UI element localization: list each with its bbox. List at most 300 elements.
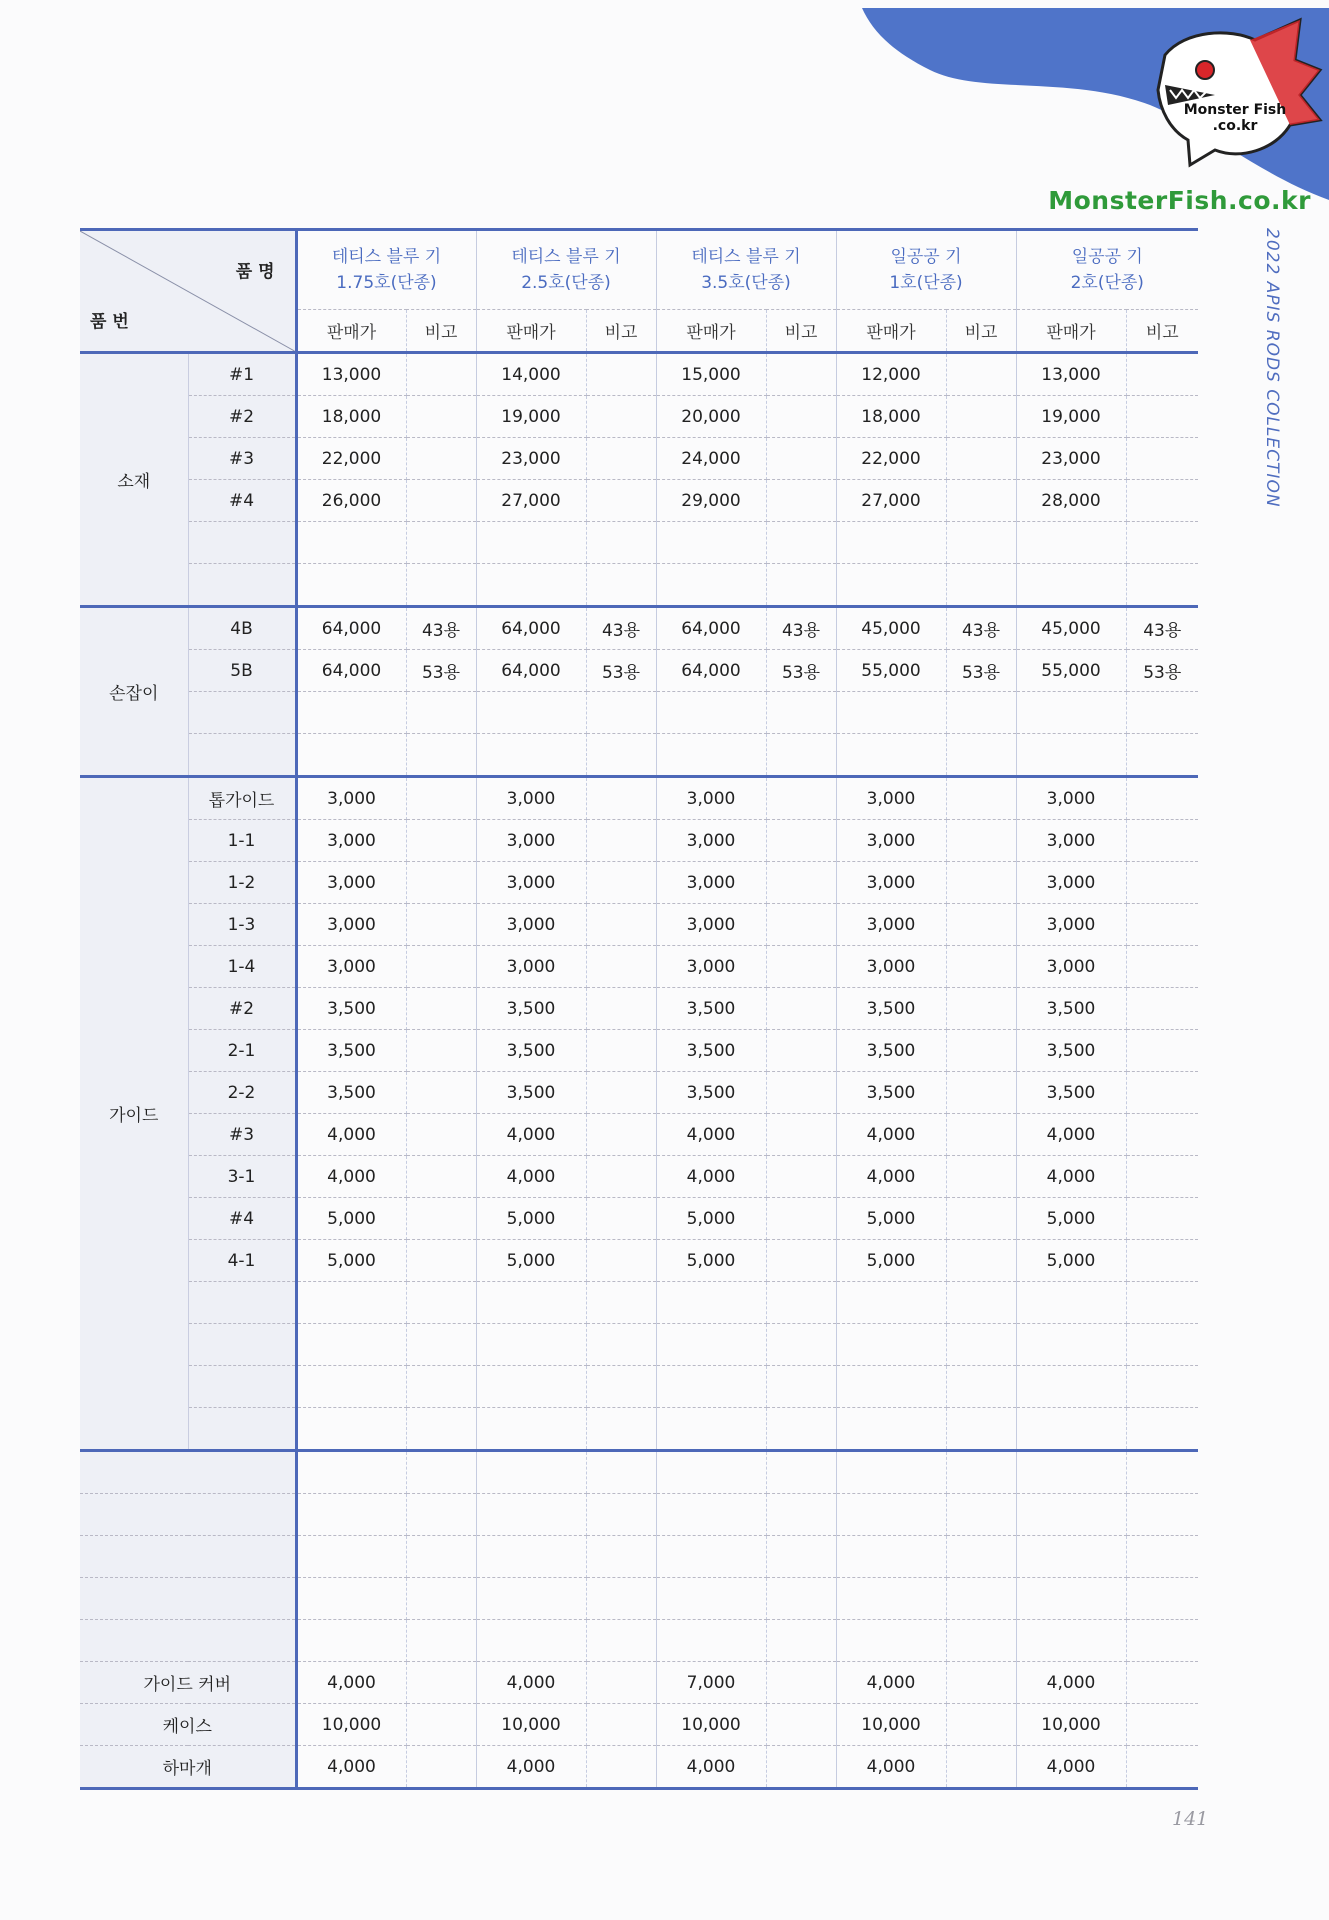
price-cell: 4,000: [1016, 1746, 1126, 1789]
note-cell: [766, 1198, 836, 1240]
note-cell: [766, 734, 836, 777]
price-cell: 10,000: [656, 1704, 766, 1746]
note-cell: [586, 1324, 656, 1366]
price-cell: [656, 1366, 766, 1408]
price-cell: 4,000: [656, 1114, 766, 1156]
item-label: 1-2: [188, 862, 296, 904]
item-label: 5B: [188, 650, 296, 692]
note-cell: [1126, 1408, 1198, 1451]
price-cell: 19,000: [1016, 396, 1126, 438]
category-label: 소재: [80, 353, 188, 607]
price-cell: 3,000: [1016, 904, 1126, 946]
price-cell: [476, 1408, 586, 1451]
note-cell: [766, 1451, 836, 1494]
table-row: [80, 1114, 1198, 1156]
price-cell: 3,000: [476, 946, 586, 988]
note-cell: [766, 988, 836, 1030]
price-cell: 3,000: [836, 862, 946, 904]
price-cell: [836, 522, 946, 564]
note-cell: [766, 1620, 836, 1662]
price-cell: 3,000: [656, 777, 766, 820]
price-cell: [836, 1366, 946, 1408]
note-cell: [766, 1366, 836, 1408]
table-row: [80, 650, 1198, 692]
note-cell: [586, 1451, 656, 1494]
note-cell: [586, 1662, 656, 1704]
note-cell: [586, 734, 656, 777]
price-cell: [296, 734, 406, 777]
price-cell: 7,000: [656, 1662, 766, 1704]
table-row: [80, 1746, 1198, 1789]
note-cell: [1126, 438, 1198, 480]
note-cell: [946, 734, 1016, 777]
item-label: [80, 1620, 296, 1662]
price-cell: [656, 692, 766, 734]
price-cell: 15,000: [656, 353, 766, 396]
note-cell: [946, 1662, 1016, 1704]
price-cell: 3,500: [1016, 988, 1126, 1030]
table-row: [80, 1704, 1198, 1746]
note-cell: [586, 1620, 656, 1662]
price-cell: 3,500: [1016, 1030, 1126, 1072]
price-cell: 22,000: [836, 438, 946, 480]
price-cell: 3,000: [656, 904, 766, 946]
price-cell: [656, 734, 766, 777]
note-cell: [406, 1072, 476, 1114]
note-cell: [406, 904, 476, 946]
note-column-header: 비고: [946, 310, 1016, 353]
price-cell: [1016, 1536, 1126, 1578]
price-cell: 5,000: [296, 1240, 406, 1282]
price-cell: 5,000: [836, 1240, 946, 1282]
price-cell: 64,000: [476, 650, 586, 692]
note-cell: [406, 1620, 476, 1662]
note-cell: [1126, 734, 1198, 777]
price-cell: 22,000: [296, 438, 406, 480]
price-cell: [836, 692, 946, 734]
note-cell: [406, 480, 476, 522]
price-cell: 3,500: [296, 1030, 406, 1072]
note-cell: [406, 734, 476, 777]
price-cell: 10,000: [836, 1704, 946, 1746]
note-cell: [766, 1494, 836, 1536]
price-cell: 18,000: [836, 396, 946, 438]
item-label: 4-1: [188, 1240, 296, 1282]
note-cell: [406, 564, 476, 607]
price-cell: [476, 734, 586, 777]
table-row: [80, 353, 1198, 396]
note-cell: [766, 353, 836, 396]
price-cell: 3,000: [296, 820, 406, 862]
note-cell: [406, 1240, 476, 1282]
note-cell: [946, 1366, 1016, 1408]
table-row: [80, 1156, 1198, 1198]
note-cell: [586, 692, 656, 734]
note-cell: [406, 1324, 476, 1366]
price-cell: 64,000: [656, 607, 766, 650]
note-cell: [586, 1240, 656, 1282]
note-cell: [586, 564, 656, 607]
note-cell: [1126, 1156, 1198, 1198]
note-cell: [1126, 353, 1198, 396]
price-cell: 27,000: [476, 480, 586, 522]
price-table: [80, 228, 1198, 1790]
price-cell: 64,000: [476, 607, 586, 650]
note-column-header: 비고: [586, 310, 656, 353]
price-cell: 5,000: [656, 1240, 766, 1282]
note-cell: [1126, 1072, 1198, 1114]
note-cell: 53용: [586, 650, 656, 692]
item-label: 2-1: [188, 1030, 296, 1072]
product-number-header: 품 번: [90, 312, 129, 332]
note-cell: [1126, 396, 1198, 438]
note-cell: [766, 692, 836, 734]
table-row: [80, 1240, 1198, 1282]
price-cell: 3,500: [476, 1072, 586, 1114]
note-cell: [766, 777, 836, 820]
price-cell: 3,000: [476, 820, 586, 862]
table-row: [80, 734, 1198, 777]
product-header: 테티스 블루 기 3.5호(단종): [656, 230, 836, 310]
price-cell: 26,000: [296, 480, 406, 522]
price-cell: 3,000: [296, 862, 406, 904]
note-cell: [946, 1494, 1016, 1536]
category-label: 손잡이: [80, 607, 188, 777]
price-cell: 5,000: [656, 1198, 766, 1240]
note-cell: [766, 1156, 836, 1198]
price-cell: [296, 1578, 406, 1620]
price-cell: 3,000: [1016, 946, 1126, 988]
price-cell: 12,000: [836, 353, 946, 396]
price-cell: [836, 1282, 946, 1324]
price-cell: 10,000: [1016, 1704, 1126, 1746]
item-label: 4B: [188, 607, 296, 650]
table-row: [80, 1366, 1198, 1408]
item-label: #1: [188, 353, 296, 396]
price-cell: 4,000: [836, 1114, 946, 1156]
note-column-header: 비고: [1126, 310, 1198, 353]
price-cell: 3,000: [296, 777, 406, 820]
price-cell: [1016, 1408, 1126, 1451]
price-cell: [836, 734, 946, 777]
price-cell: [296, 1408, 406, 1451]
price-cell: 4,000: [656, 1156, 766, 1198]
price-cell: 3,000: [476, 862, 586, 904]
note-cell: [406, 1746, 476, 1789]
note-cell: [946, 1746, 1016, 1789]
price-cell: 5,000: [836, 1198, 946, 1240]
price-cell: [656, 1324, 766, 1366]
price-cell: 3,500: [476, 1030, 586, 1072]
note-cell: [406, 1198, 476, 1240]
note-cell: [406, 1408, 476, 1451]
price-cell: 27,000: [836, 480, 946, 522]
note-cell: [406, 692, 476, 734]
note-cell: [586, 1536, 656, 1578]
note-cell: [1126, 1620, 1198, 1662]
note-cell: [1126, 820, 1198, 862]
price-cell: 19,000: [476, 396, 586, 438]
table-row: [80, 396, 1198, 438]
item-label: [188, 692, 296, 734]
note-cell: [586, 1746, 656, 1789]
note-cell: [766, 1114, 836, 1156]
table-row: [80, 1620, 1198, 1662]
note-cell: [1126, 564, 1198, 607]
item-label: 톱가이드: [188, 777, 296, 820]
note-cell: 43용: [1126, 607, 1198, 650]
note-cell: [406, 353, 476, 396]
note-cell: [946, 1282, 1016, 1324]
price-cell: 4,000: [836, 1746, 946, 1789]
note-cell: [766, 904, 836, 946]
note-cell: [946, 1240, 1016, 1282]
price-cell: [1016, 1620, 1126, 1662]
note-cell: [946, 438, 1016, 480]
note-cell: [586, 862, 656, 904]
note-cell: [946, 1114, 1016, 1156]
price-cell: [476, 1451, 586, 1494]
price-cell: [656, 1620, 766, 1662]
note-cell: [586, 1494, 656, 1536]
price-cell: 3,000: [1016, 862, 1126, 904]
note-cell: [766, 396, 836, 438]
table-row: [80, 988, 1198, 1030]
price-cell: 4,000: [476, 1662, 586, 1704]
price-cell: [656, 1451, 766, 1494]
note-cell: [766, 1746, 836, 1789]
note-cell: [586, 1156, 656, 1198]
note-cell: [946, 480, 1016, 522]
price-cell: 4,000: [656, 1746, 766, 1789]
note-cell: [1126, 480, 1198, 522]
price-cell: 3,500: [656, 1072, 766, 1114]
note-cell: [1126, 904, 1198, 946]
item-label: [188, 1366, 296, 1408]
note-cell: [1126, 1704, 1198, 1746]
note-cell: [946, 522, 1016, 564]
note-cell: [1126, 1282, 1198, 1324]
note-cell: 53용: [766, 650, 836, 692]
note-cell: [586, 1578, 656, 1620]
note-cell: [586, 1030, 656, 1072]
price-cell: 4,000: [476, 1156, 586, 1198]
product-header: 일공공 기 1호(단종): [836, 230, 1016, 310]
price-cell: [296, 1282, 406, 1324]
item-label: #3: [188, 1114, 296, 1156]
note-cell: [586, 1366, 656, 1408]
price-cell: 23,000: [476, 438, 586, 480]
note-cell: [586, 988, 656, 1030]
note-cell: [586, 1408, 656, 1451]
diagonal-divider: [80, 231, 295, 351]
price-cell: [836, 1620, 946, 1662]
corner-header: [80, 230, 296, 353]
table-row: [80, 777, 1198, 820]
table-row: [80, 1408, 1198, 1451]
table-row: [80, 1662, 1198, 1704]
note-cell: [766, 1030, 836, 1072]
note-cell: [586, 1282, 656, 1324]
price-cell: [1016, 564, 1126, 607]
price-cell: [1016, 522, 1126, 564]
item-label: 1-1: [188, 820, 296, 862]
price-cell: [296, 692, 406, 734]
table-row: [80, 1072, 1198, 1114]
note-cell: [766, 862, 836, 904]
note-cell: [946, 862, 1016, 904]
price-cell: [476, 564, 586, 607]
price-cell: [296, 1620, 406, 1662]
price-cell: 45,000: [1016, 607, 1126, 650]
note-cell: [946, 1030, 1016, 1072]
side-title: 2022 APIS RODS COLLECTION: [1262, 228, 1282, 508]
note-cell: [766, 1282, 836, 1324]
price-cell: 3,500: [476, 988, 586, 1030]
corner-wave-decoration: [0, 0, 1329, 260]
item-label: #2: [188, 396, 296, 438]
note-cell: [586, 1114, 656, 1156]
price-cell: 3,500: [836, 1030, 946, 1072]
note-cell: [946, 904, 1016, 946]
note-cell: [406, 1704, 476, 1746]
price-cell: 4,000: [476, 1114, 586, 1156]
note-cell: [406, 522, 476, 564]
price-cell: 3,000: [296, 904, 406, 946]
price-cell: 3,000: [836, 904, 946, 946]
price-cell: 4,000: [1016, 1156, 1126, 1198]
note-cell: [406, 1282, 476, 1324]
price-cell: [296, 1536, 406, 1578]
price-cell: [836, 1324, 946, 1366]
price-cell: [476, 1324, 586, 1366]
table-row: [80, 1494, 1198, 1536]
price-cell: [476, 1494, 586, 1536]
product-header: 테티스 블루 기 2.5호(단종): [476, 230, 656, 310]
item-label: [188, 1408, 296, 1451]
note-cell: [766, 1662, 836, 1704]
note-cell: [1126, 988, 1198, 1030]
table-row: [80, 1198, 1198, 1240]
note-column-header: 비고: [406, 310, 476, 353]
logo-emblem-text: Monster Fish .co.kr: [1183, 102, 1287, 134]
table-row: [80, 480, 1198, 522]
note-cell: [946, 692, 1016, 734]
note-cell: 43용: [946, 607, 1016, 650]
price-cell: 64,000: [656, 650, 766, 692]
price-cell: 3,000: [836, 777, 946, 820]
price-cell: 4,000: [296, 1114, 406, 1156]
note-cell: [406, 396, 476, 438]
note-cell: [946, 988, 1016, 1030]
note-cell: [586, 1072, 656, 1114]
price-cell: 4,000: [1016, 1114, 1126, 1156]
note-cell: 53용: [946, 650, 1016, 692]
note-cell: [586, 946, 656, 988]
price-cell: 3,000: [836, 820, 946, 862]
price-cell: 3,000: [656, 946, 766, 988]
price-cell: 20,000: [656, 396, 766, 438]
price-cell: 4,000: [836, 1662, 946, 1704]
price-cell: 4,000: [296, 1746, 406, 1789]
note-column-header: 비고: [766, 310, 836, 353]
price-cell: 29,000: [656, 480, 766, 522]
price-cell: 3,000: [1016, 820, 1126, 862]
price-cell: 3,000: [656, 820, 766, 862]
price-column-header: 판매가: [1016, 310, 1126, 353]
note-cell: [406, 1451, 476, 1494]
price-cell: 13,000: [1016, 353, 1126, 396]
price-cell: [296, 522, 406, 564]
item-label: [188, 1282, 296, 1324]
note-cell: [586, 396, 656, 438]
logo-text: MonsterFish.co.kr: [1048, 186, 1311, 215]
price-cell: [836, 1578, 946, 1620]
price-cell: [476, 1282, 586, 1324]
item-label: 3-1: [188, 1156, 296, 1198]
note-cell: [406, 777, 476, 820]
note-cell: [586, 480, 656, 522]
item-label: #3: [188, 438, 296, 480]
note-cell: [586, 522, 656, 564]
note-cell: [946, 1704, 1016, 1746]
note-cell: [766, 1578, 836, 1620]
price-cell: [476, 1578, 586, 1620]
note-cell: [1126, 1114, 1198, 1156]
price-cell: 3,000: [476, 777, 586, 820]
item-label: #4: [188, 480, 296, 522]
note-cell: [766, 480, 836, 522]
note-cell: [946, 820, 1016, 862]
price-cell: [656, 1536, 766, 1578]
price-cell: [836, 564, 946, 607]
item-label: [188, 564, 296, 607]
price-cell: 3,000: [836, 946, 946, 988]
price-column-header: 판매가: [656, 310, 766, 353]
note-cell: [1126, 1578, 1198, 1620]
table-row: [80, 1324, 1198, 1366]
price-cell: 5,000: [476, 1198, 586, 1240]
price-cell: 3,000: [1016, 777, 1126, 820]
price-cell: 4,000: [836, 1156, 946, 1198]
product-header: 테티스 블루 기 1.75호(단종): [296, 230, 476, 310]
price-cell: [476, 1536, 586, 1578]
price-cell: 3,500: [656, 988, 766, 1030]
price-column-header: 판매가: [296, 310, 406, 353]
price-cell: [1016, 1282, 1126, 1324]
product-header: 일공공 기 2호(단종): [1016, 230, 1198, 310]
note-cell: [406, 1578, 476, 1620]
item-label: [188, 734, 296, 777]
price-cell: [1016, 692, 1126, 734]
note-cell: [406, 1662, 476, 1704]
price-cell: 64,000: [296, 607, 406, 650]
item-label: 2-2: [188, 1072, 296, 1114]
note-cell: [946, 1451, 1016, 1494]
price-cell: [476, 522, 586, 564]
note-cell: [1126, 862, 1198, 904]
price-cell: 5,000: [1016, 1198, 1126, 1240]
product-name-header: 품 명: [235, 262, 275, 282]
price-cell: [1016, 734, 1126, 777]
note-cell: [946, 1620, 1016, 1662]
price-cell: [296, 1324, 406, 1366]
table-row: [80, 607, 1198, 650]
note-cell: [766, 1240, 836, 1282]
price-cell: [476, 1620, 586, 1662]
price-cell: [1016, 1366, 1126, 1408]
note-cell: [406, 946, 476, 988]
